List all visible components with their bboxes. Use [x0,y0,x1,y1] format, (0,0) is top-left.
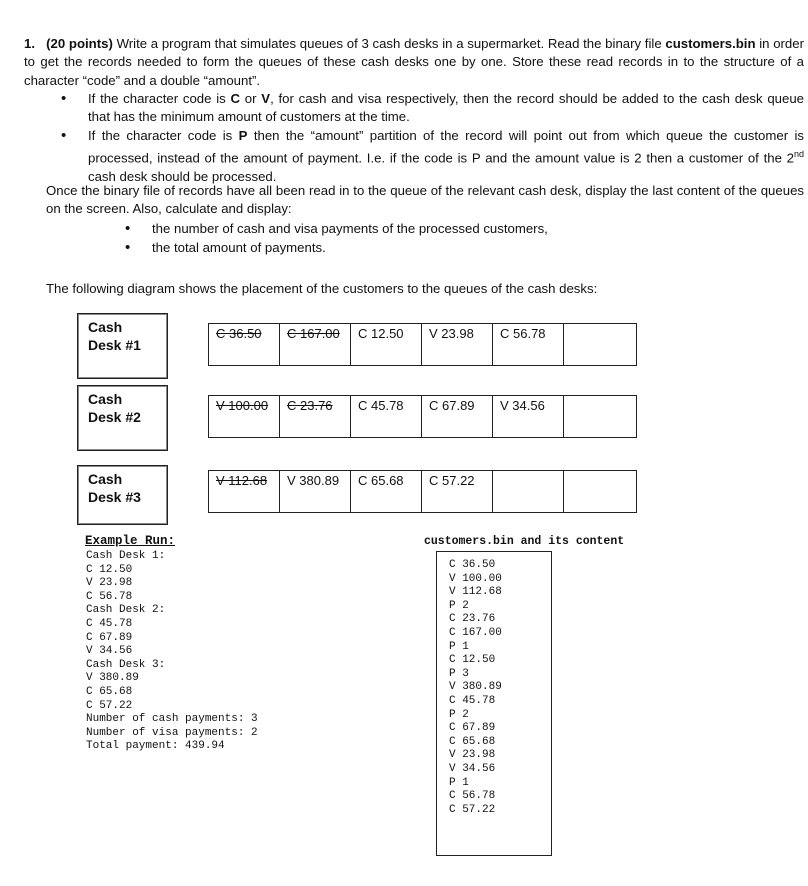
example-line: C 45.78 [86,617,133,630]
bullet-icon: • [61,90,67,107]
queue-cell: V 34.56 [493,396,564,437]
desk-3-queue [208,470,637,513]
desk-3-l2: Desk #3 [88,489,141,505]
bullet2-c: cash desk should be processed. [88,168,277,184]
file-line: C 56.78 [449,790,496,803]
queue-cell: C 67.89 [422,396,493,437]
desk-1-queue [208,323,637,366]
queue-cell: V 100.00 [209,396,280,437]
file-line: P 2 [449,708,469,721]
bullet-icon: • [125,220,131,237]
queue-cell [493,471,564,512]
question-number: 1. [24,36,35,51]
bullet1-c: C [230,91,241,106]
queue-cell: V 112.68 [209,471,280,512]
example-line: Cash Desk 3: [86,658,166,671]
file-line: P 1 [449,640,469,653]
example-line: Number of visa payments: 2 [86,726,258,739]
file-line: V 34.56 [449,762,496,775]
desk-2-l1: Cash [88,391,123,407]
file-line: P 1 [449,776,469,789]
bullet1-or: or [240,91,262,106]
bullet2-sup: nd [793,149,804,160]
file-line: C 36.50 [449,559,496,571]
bullet1-a: If the character code is [88,91,231,106]
question-intro [24,35,804,90]
example-line: Cash Desk 1: [86,550,166,562]
sub-bullet-2: the total amount of payments. [152,240,326,255]
desk-3-label [77,465,168,525]
desk-1-l1: Cash [88,319,123,335]
sub-bullet-1: the number of cash and visa payments of the processed customers, [152,221,548,236]
example-line: C 57.22 [86,699,133,712]
file-name: customers.bin [665,36,756,51]
bullet2-a: If the character code is [88,128,239,143]
queue-cell: C 57.22 [422,471,493,512]
file-line: P 3 [449,667,469,680]
queue-cell: V 380.89 [280,471,351,512]
desk-2-label [77,385,168,451]
desk-2-queue [208,395,637,438]
bullet1-v: V [261,91,271,106]
example-line: Cash Desk 2: [86,604,166,617]
example-line: C 12.50 [86,563,133,576]
once-paragraph: Once the binary file of records have all been read in to the queue of the relevant cash desk, display the last content of the queues on the screen. Also, calculate and display: [46,183,804,217]
file-line: P 2 [449,599,469,612]
diagram-intro: The following diagram shows the placement of the customers to the queues of the cash desks: [46,281,598,296]
desk-3-l1: Cash [88,471,123,487]
example-line: C 56.78 [86,590,133,603]
file-line: C 12.50 [449,654,496,667]
file-line: V 23.98 [449,749,496,762]
queue-cell: V 23.98 [422,324,493,365]
file-line: C 45.78 [449,694,496,707]
file-line: C 67.89 [449,722,496,735]
example-line: Total payment: 439.94 [86,740,225,753]
file-content-title: customers.bin and its content [424,535,625,548]
example-line: V 23.98 [86,577,133,590]
intro-text-a: Write a program that simulates queues of 3 cash desks in a supermarket. Read the binary file [112,36,666,51]
file-line: V 100.00 [449,572,502,585]
file-line: C 57.22 [449,803,496,816]
file-line: C 65.68 [449,735,496,748]
file-content-box [436,551,552,856]
example-title: Example Run: [85,534,176,548]
bullet2-b: then the “amount” partition of the record will point out from which queue the customer is processed, instead of the amount of payment. I.e. if the code is P and the amount value is 2 then a customer of the 2 [88,128,805,166]
bullet2-p: P [238,128,248,143]
queue-cell: C 56.78 [493,324,564,365]
question-points: (20 points) [46,36,113,51]
desk-1-label [77,313,168,379]
intro-text-b: in order to get the records needed to form the queues of these cash desks one by one. Store these read records in to the structure of a character “code” and a double “amount”. [24,36,804,88]
queue-cell: C 65.68 [351,471,422,512]
example-output [86,550,258,754]
queue-cell [564,324,635,365]
queue-cell: C 23.76 [280,396,351,437]
bullet-icon: • [125,239,131,256]
queue-cell [564,396,635,437]
bullet-1 [88,90,804,127]
file-line: C 167.00 [449,626,502,639]
example-line: C 65.68 [86,685,133,698]
example-line: V 380.89 [86,672,139,685]
file-line: V 380.89 [449,681,502,694]
queue-cell: C 45.78 [351,396,422,437]
example-line: Number of cash payments: 3 [86,713,258,726]
file-line: C 23.76 [449,613,496,626]
queue-cell: C 12.50 [351,324,422,365]
bullet-2 [88,127,804,186]
desk-2-l2: Desk #2 [88,409,141,425]
file-line: V 112.68 [449,586,502,599]
queue-cell: C 167.00 [280,324,351,365]
example-line: V 34.56 [86,645,133,658]
desk-1-l2: Desk #1 [88,337,141,353]
bullet1-b: , for cash and visa respectively, then the record should be added to the cash desk queue that has the minimum amount of customers at the time. [88,91,805,125]
queue-cell [564,471,635,512]
example-line: C 67.89 [86,631,133,644]
queue-cell: C 36.50 [209,324,280,365]
bullet-icon: • [61,127,67,144]
